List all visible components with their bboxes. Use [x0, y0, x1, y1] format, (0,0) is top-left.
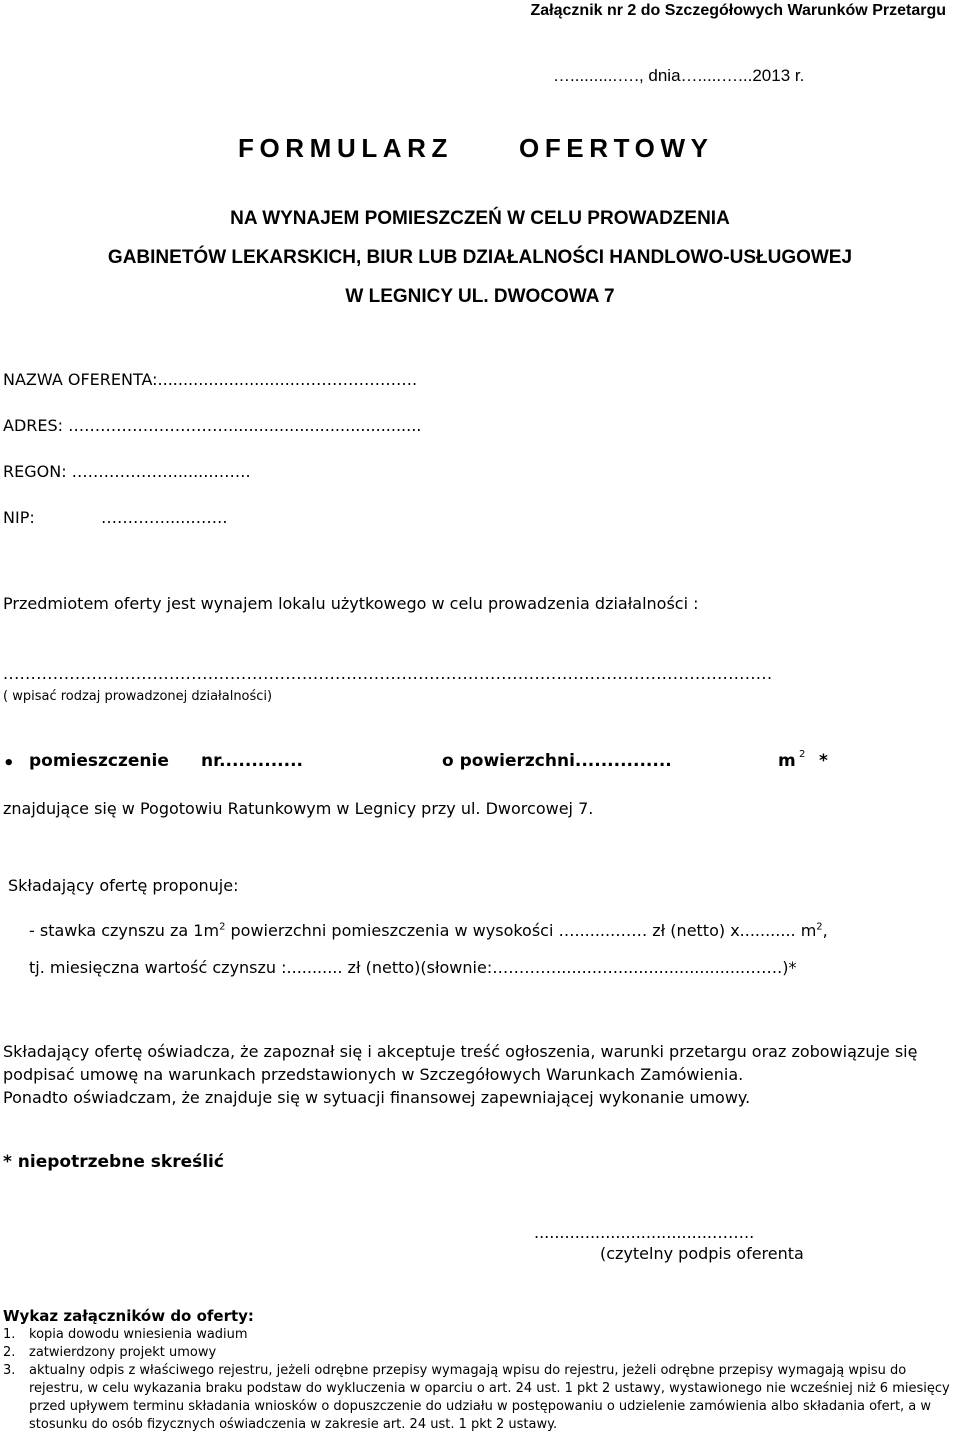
regon-field: REGON: ……………….........……. [3, 462, 251, 481]
premises-unit-sup: 2 [799, 749, 806, 760]
cross-out-note: * niepotrzebne skreślić [3, 1152, 224, 1172]
subtitle-line-2: GABINETÓW LEKARSKICH, BIUR LUB DZIAŁALNOŚCI HANDLOWO-USŁUGOWEJ [107, 247, 853, 268]
premises-unit: m [778, 751, 796, 771]
form-title-left: FORMULARZ [238, 133, 454, 163]
premises-star: * [819, 751, 828, 771]
location-text: znajdujące się w Pogotowiu Ratunkowym w Legnicy przy ul. Dworcowej 7. [3, 799, 594, 818]
attachment-number: 2. [3, 1345, 16, 1360]
date-line: …..........…., dnia….....…...2013 r. [553, 66, 805, 85]
declaration-line-2: Ponadto oświadczam, że znajduje się w sytuacji finansowej zapewniającej wykonanie umowy. [3, 1088, 751, 1107]
nip-field [3, 508, 228, 527]
nip-dots: ………….....……. [101, 508, 228, 527]
subtitle-line-1: NA WYNAJEM POMIESZCZEŃ W CELU PROWADZENIA [230, 208, 730, 229]
rate-text-b: powierzchni pomieszczenia w wysokości …........…… zł (netto) x........... m [225, 921, 817, 940]
activity-note: ( wpisać rodzaj prowadzonej działalności) [3, 689, 273, 703]
form-title-right: OFERTOWY [519, 133, 714, 163]
attachment-text: aktualny odpis z właściwego rejestru, jeżeli odrębne przepisy wymagają wpisu do rejestru, jeżeli odrębne przepisy wymagają wpisu do rejestru, w celu wykazania braku podstaw do wykluczenia w oparciu o art. 24 ust. 1 pkt 2 ustawy, wystawionego nie wcześniej niż 6 miesięcy przed upływem terminu składania wniosków o dopuszczenie do udziału w postępowaniu o udzielenie zamówienia albo składania ofert, a w stosunku do osób fizycznych oświadczenia w zakresie art. 24 ust. 1 pkt 2 ustawy. [29, 1363, 950, 1432]
declaration [3, 1040, 953, 1109]
monthly-rent-line: tj. miesięczna wartość czynszu :........... zł (netto)(słownie:…………........…..........................…….)* [29, 958, 797, 977]
proposal-intro: Składający ofertę proponuje: [8, 876, 239, 895]
premises-label: pomieszczenie [29, 751, 169, 771]
annex-heading: Załącznik nr 2 do Szczegółowych Warunków Przetargu [530, 2, 946, 19]
attachment-text: zatwierdzony projekt umowy [29, 1345, 217, 1360]
nip-label: NIP: [3, 508, 35, 527]
attachment-number: 1. [3, 1327, 16, 1342]
attachment-number: 3. [3, 1363, 16, 1378]
subtitle-line-3: W LEGNICY UL. DWOCOWA 7 [345, 286, 615, 307]
rate-sup-2: 2 [816, 921, 823, 933]
bullet-icon: • [3, 753, 15, 774]
address-field: ADRES: …………………………...................................... [3, 416, 422, 435]
rate-text-c: , [822, 921, 828, 940]
attachment-text: kopia dowodu wniesienia wadium [29, 1327, 248, 1342]
bidder-name-field: NAZWA OFERENTA:............................…………………. [3, 370, 418, 389]
rate-text-a: - stawka czynszu za 1m [29, 921, 220, 940]
rate-line [29, 921, 828, 940]
rate-sup: 2 [219, 921, 226, 933]
attachments-title: Wykaz załączników do oferty: [3, 1307, 254, 1325]
premises-number: nr............. [201, 751, 304, 771]
signature-label: (czytelny podpis oferenta [600, 1244, 804, 1263]
declaration-line-1: Składający ofertę oświadcza, że zapoznał się i akceptuje treść ogłoszenia, warunki przetargu oraz zobowiązuje się podpisać umowę na warunkach przedstawionych w Szczegółowych Warunkach Zamówienia. [3, 1042, 918, 1084]
offer-subject: Przedmiotem oferty jest wynajem lokalu użytkowego w celu prowadzenia działalności : [3, 594, 699, 613]
activity-dots: ........................................................................................................................................... [3, 664, 773, 683]
premises-area: o powierzchni............... [442, 751, 672, 771]
signature-dots: ...................................…….. [534, 1223, 755, 1242]
